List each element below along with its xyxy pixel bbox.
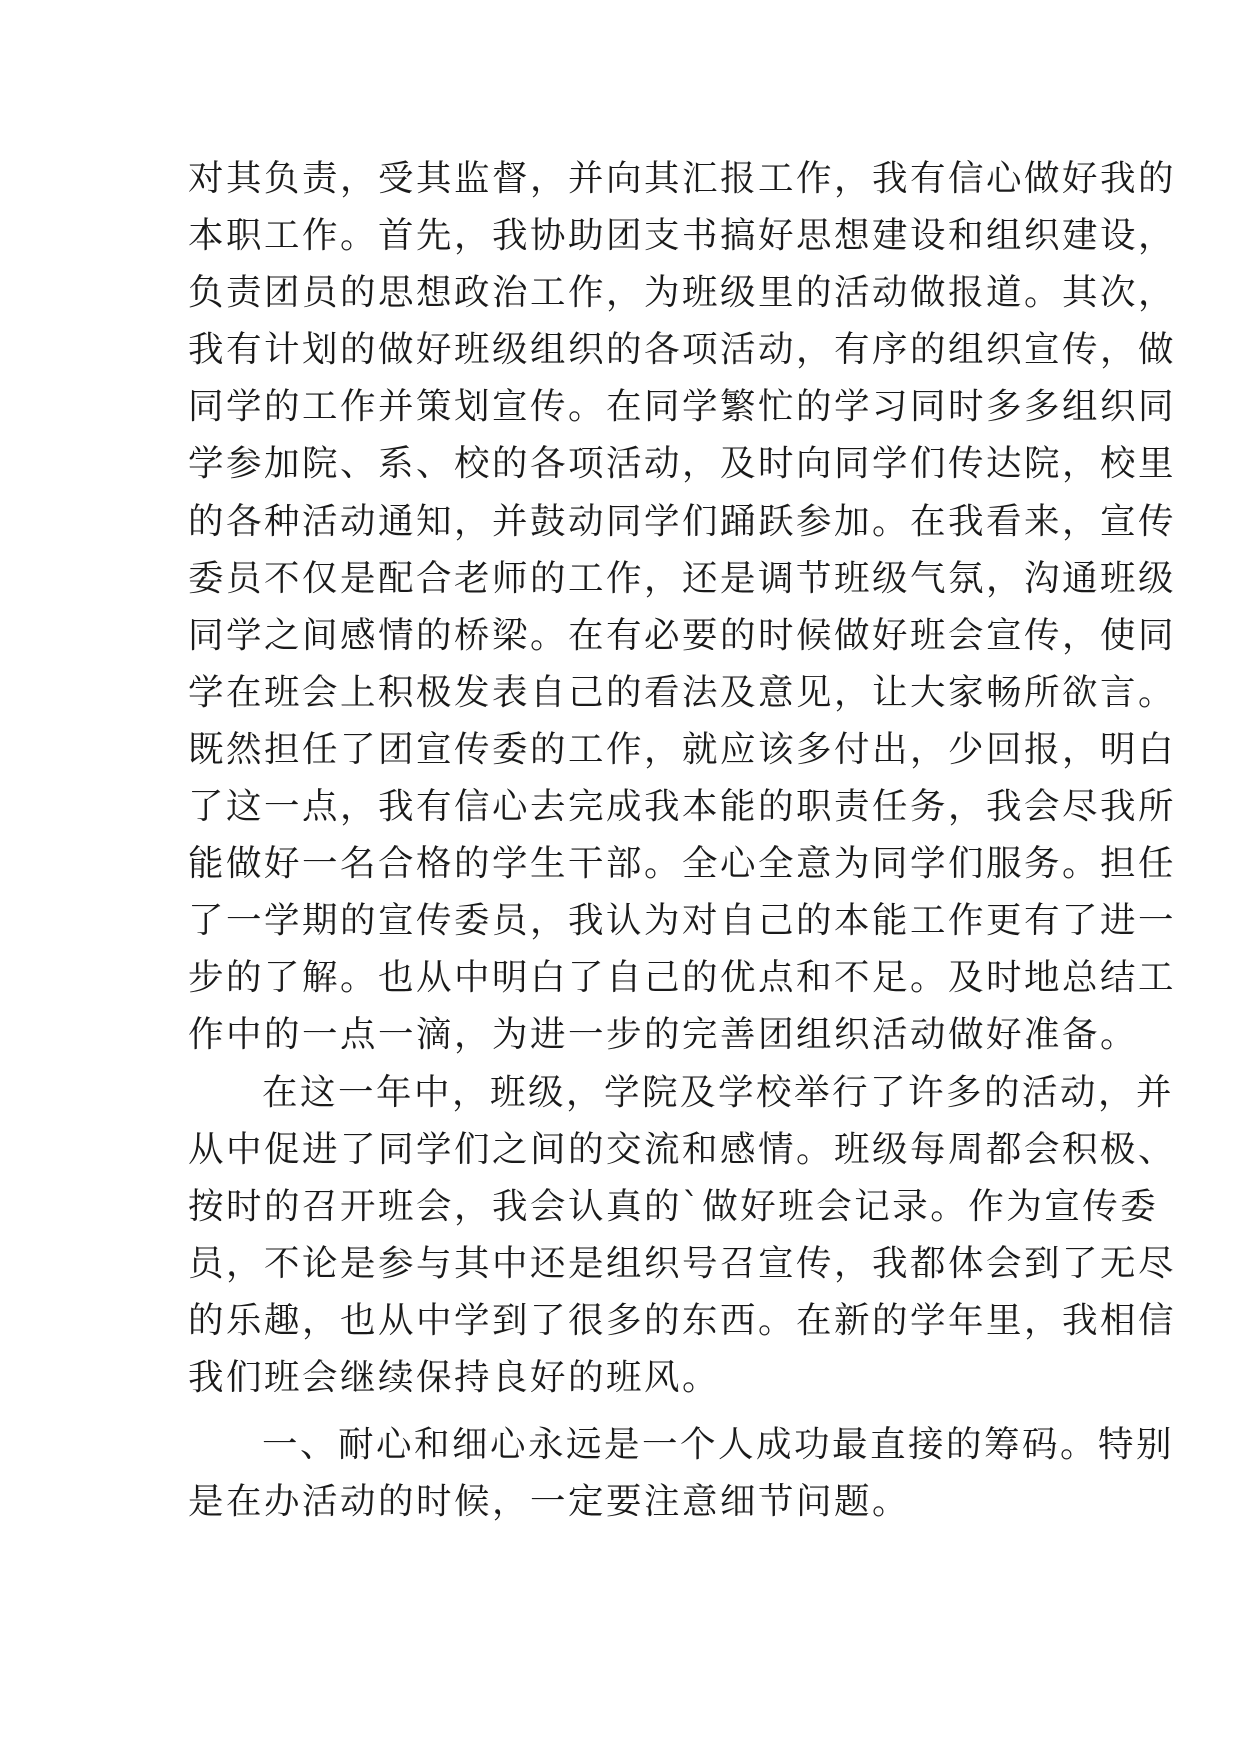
text-line-indented: 一、耐心和细心永远是一个人成功最直接的筹码。特别	[262, 1424, 1175, 1466]
paragraph-1	[188, 150, 1177, 1064]
text-line: 委员不仅是配合老师的工作，还是调节班级气氛，沟通班级	[188, 557, 1177, 599]
text-line: 我们班会继续保持良好的班风。	[188, 1356, 721, 1398]
text-line: 员，不论是参与其中还是组织号召宣传，我都体会到了无尽	[188, 1242, 1177, 1284]
text-line: 既然担任了团宣传委的工作，就应该多付出，少回报，明白	[188, 728, 1177, 770]
document-body	[188, 150, 1177, 1530]
text-line: 从中促进了同学们之间的交流和感情。班级每周都会积极、	[188, 1128, 1177, 1170]
text-line: 同学的工作并策划宣传。在同学繁忙的学习同时多多组织同	[188, 386, 1177, 428]
text-line: 了一学期的宣传委员，我认为对自己的本能工作更有了进一	[188, 900, 1177, 942]
text-line: 步的了解。也从中明白了自己的优点和不足。及时地总结工	[188, 957, 1177, 999]
text-line: 学在班会上积极发表自己的看法及意见，让大家畅所欲言。	[188, 671, 1177, 713]
text-line: 作中的一点一滴，为进一步的完善团组织活动做好准备。	[188, 1014, 1139, 1056]
text-line: 学参加院、系、校的各项活动，及时向同学们传达院，校里	[188, 443, 1177, 485]
paragraph-2	[188, 1064, 1177, 1407]
text-line: 是在办活动的时候，一定要注意细节问题。	[188, 1481, 911, 1523]
text-line: 按时的召开班会，我会认真的`做好班会记录。作为宣传委	[188, 1185, 1159, 1227]
text-line: 同学之间感情的桥梁。在有必要的时候做好班会宣传，使同	[188, 614, 1177, 656]
text-line: 对其负责，受其监督，并向其汇报工作，我有信心做好我的	[188, 158, 1177, 199]
paragraph-3	[188, 1416, 1175, 1530]
text-line: 的乐趣，也从中学到了很多的东西。在新的学年里，我相信	[188, 1299, 1177, 1341]
text-line: 能做好一名合格的学生干部。全心全意为同学们服务。担任	[188, 843, 1177, 885]
text-line: 的各种活动通知，并鼓动同学们踊跃参加。在我看来，宣传	[188, 500, 1177, 542]
text-line: 负责团员的思想政治工作，为班级里的活动做报道。其次，	[188, 272, 1177, 314]
text-line: 我有计划的做好班级组织的各项活动，有序的组织宣传，做	[188, 329, 1177, 371]
text-line: 了这一点，我有信心去完成我本能的职责任务，我会尽我所	[188, 786, 1177, 828]
text-line: 本职工作。首先，我协助团支书搞好思想建设和组织建设，	[188, 215, 1177, 257]
text-line-indented: 在这一年中，班级，学院及学校举行了许多的活动，并	[262, 1071, 1175, 1113]
